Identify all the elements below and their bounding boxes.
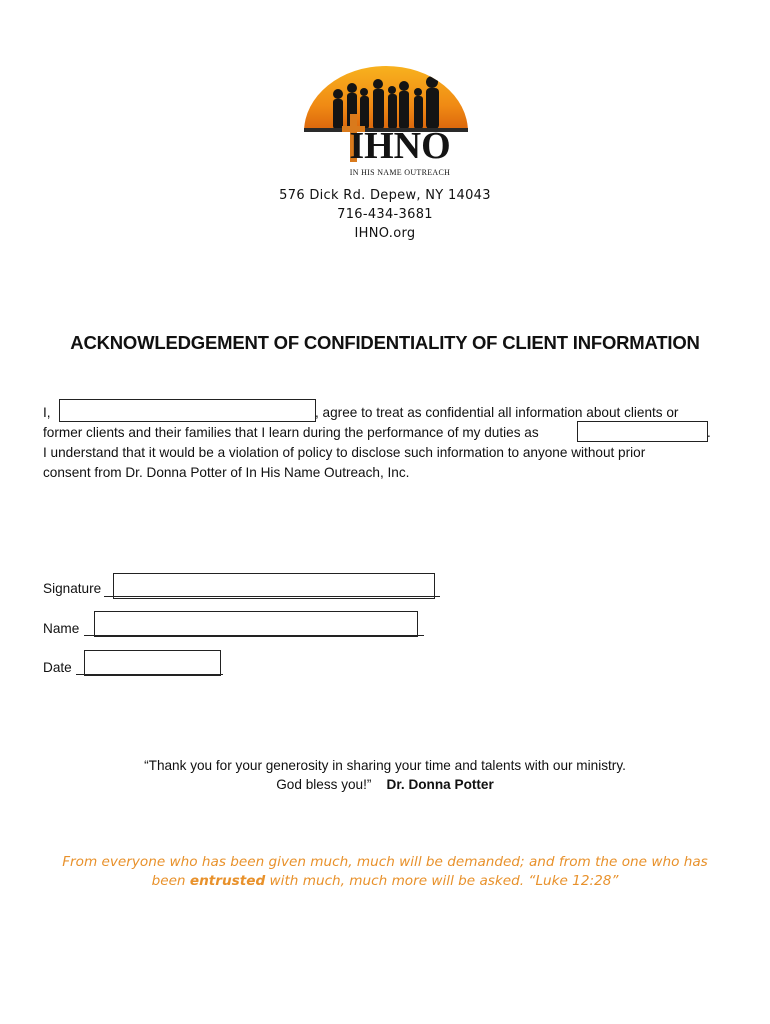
document-title: ACKNOWLEDGEMENT OF CONFIDENTIALITY OF CLIENT INFORMATION xyxy=(70,332,700,353)
date-label: Date xyxy=(43,660,72,675)
signature-underline xyxy=(104,596,440,597)
logo-wordmark: IHNO xyxy=(349,125,451,167)
sun-shape xyxy=(304,66,468,132)
verse-line2-prefix: been xyxy=(151,873,186,889)
signature-label: Signature xyxy=(43,581,102,596)
name-underline xyxy=(84,635,424,636)
volunteer-name-field[interactable] xyxy=(59,399,316,422)
address-phone: 716-434-3681 xyxy=(337,207,433,222)
address-street: 576 Dick Rd. Depew, NY 14043 xyxy=(279,188,491,203)
name-field[interactable] xyxy=(94,611,418,637)
logo-tagline: IN HIS NAME OUTREACH xyxy=(349,168,451,177)
statement-line4: consent from Dr. Donna Potter of In His Name Outreach, Inc. xyxy=(43,465,410,480)
quote-line1: “Thank you for your generosity in sharing your time and talents with our ministry. xyxy=(144,758,626,773)
statement-line2-prefix: former clients and their families that I learn during the performance of my duties as xyxy=(43,425,539,440)
duties-field[interactable] xyxy=(577,421,708,442)
date-underline xyxy=(76,674,223,675)
verse-emphasis: entrusted xyxy=(189,873,266,889)
date-field[interactable] xyxy=(84,650,221,676)
statement-paragraph xyxy=(43,405,743,485)
statement-line2-suffix: . xyxy=(707,425,711,440)
quote-text: God bless you!” xyxy=(276,777,372,792)
statement-line1-suffix: , agree to treat as confidential all information about clients or xyxy=(315,405,679,420)
statement-line3: I understand that it would be a violation of policy to disclose such information to anyone without prior xyxy=(43,445,646,460)
quote-line2 xyxy=(0,777,770,792)
statement-line1-prefix: I, xyxy=(43,405,51,420)
verse-line1: From everyone who has been given much, much will be demanded; and from the one who has xyxy=(62,854,708,870)
logo-graphic xyxy=(300,62,472,180)
address-website: IHNO.org xyxy=(354,226,416,241)
name-label: Name xyxy=(43,621,80,636)
verse-line2 xyxy=(0,873,770,889)
logo xyxy=(300,62,472,180)
verse-line2-suffix: with much, much more will be asked. “Luke 12:28” xyxy=(269,873,619,889)
quote-author: Dr. Donna Potter xyxy=(386,777,494,792)
